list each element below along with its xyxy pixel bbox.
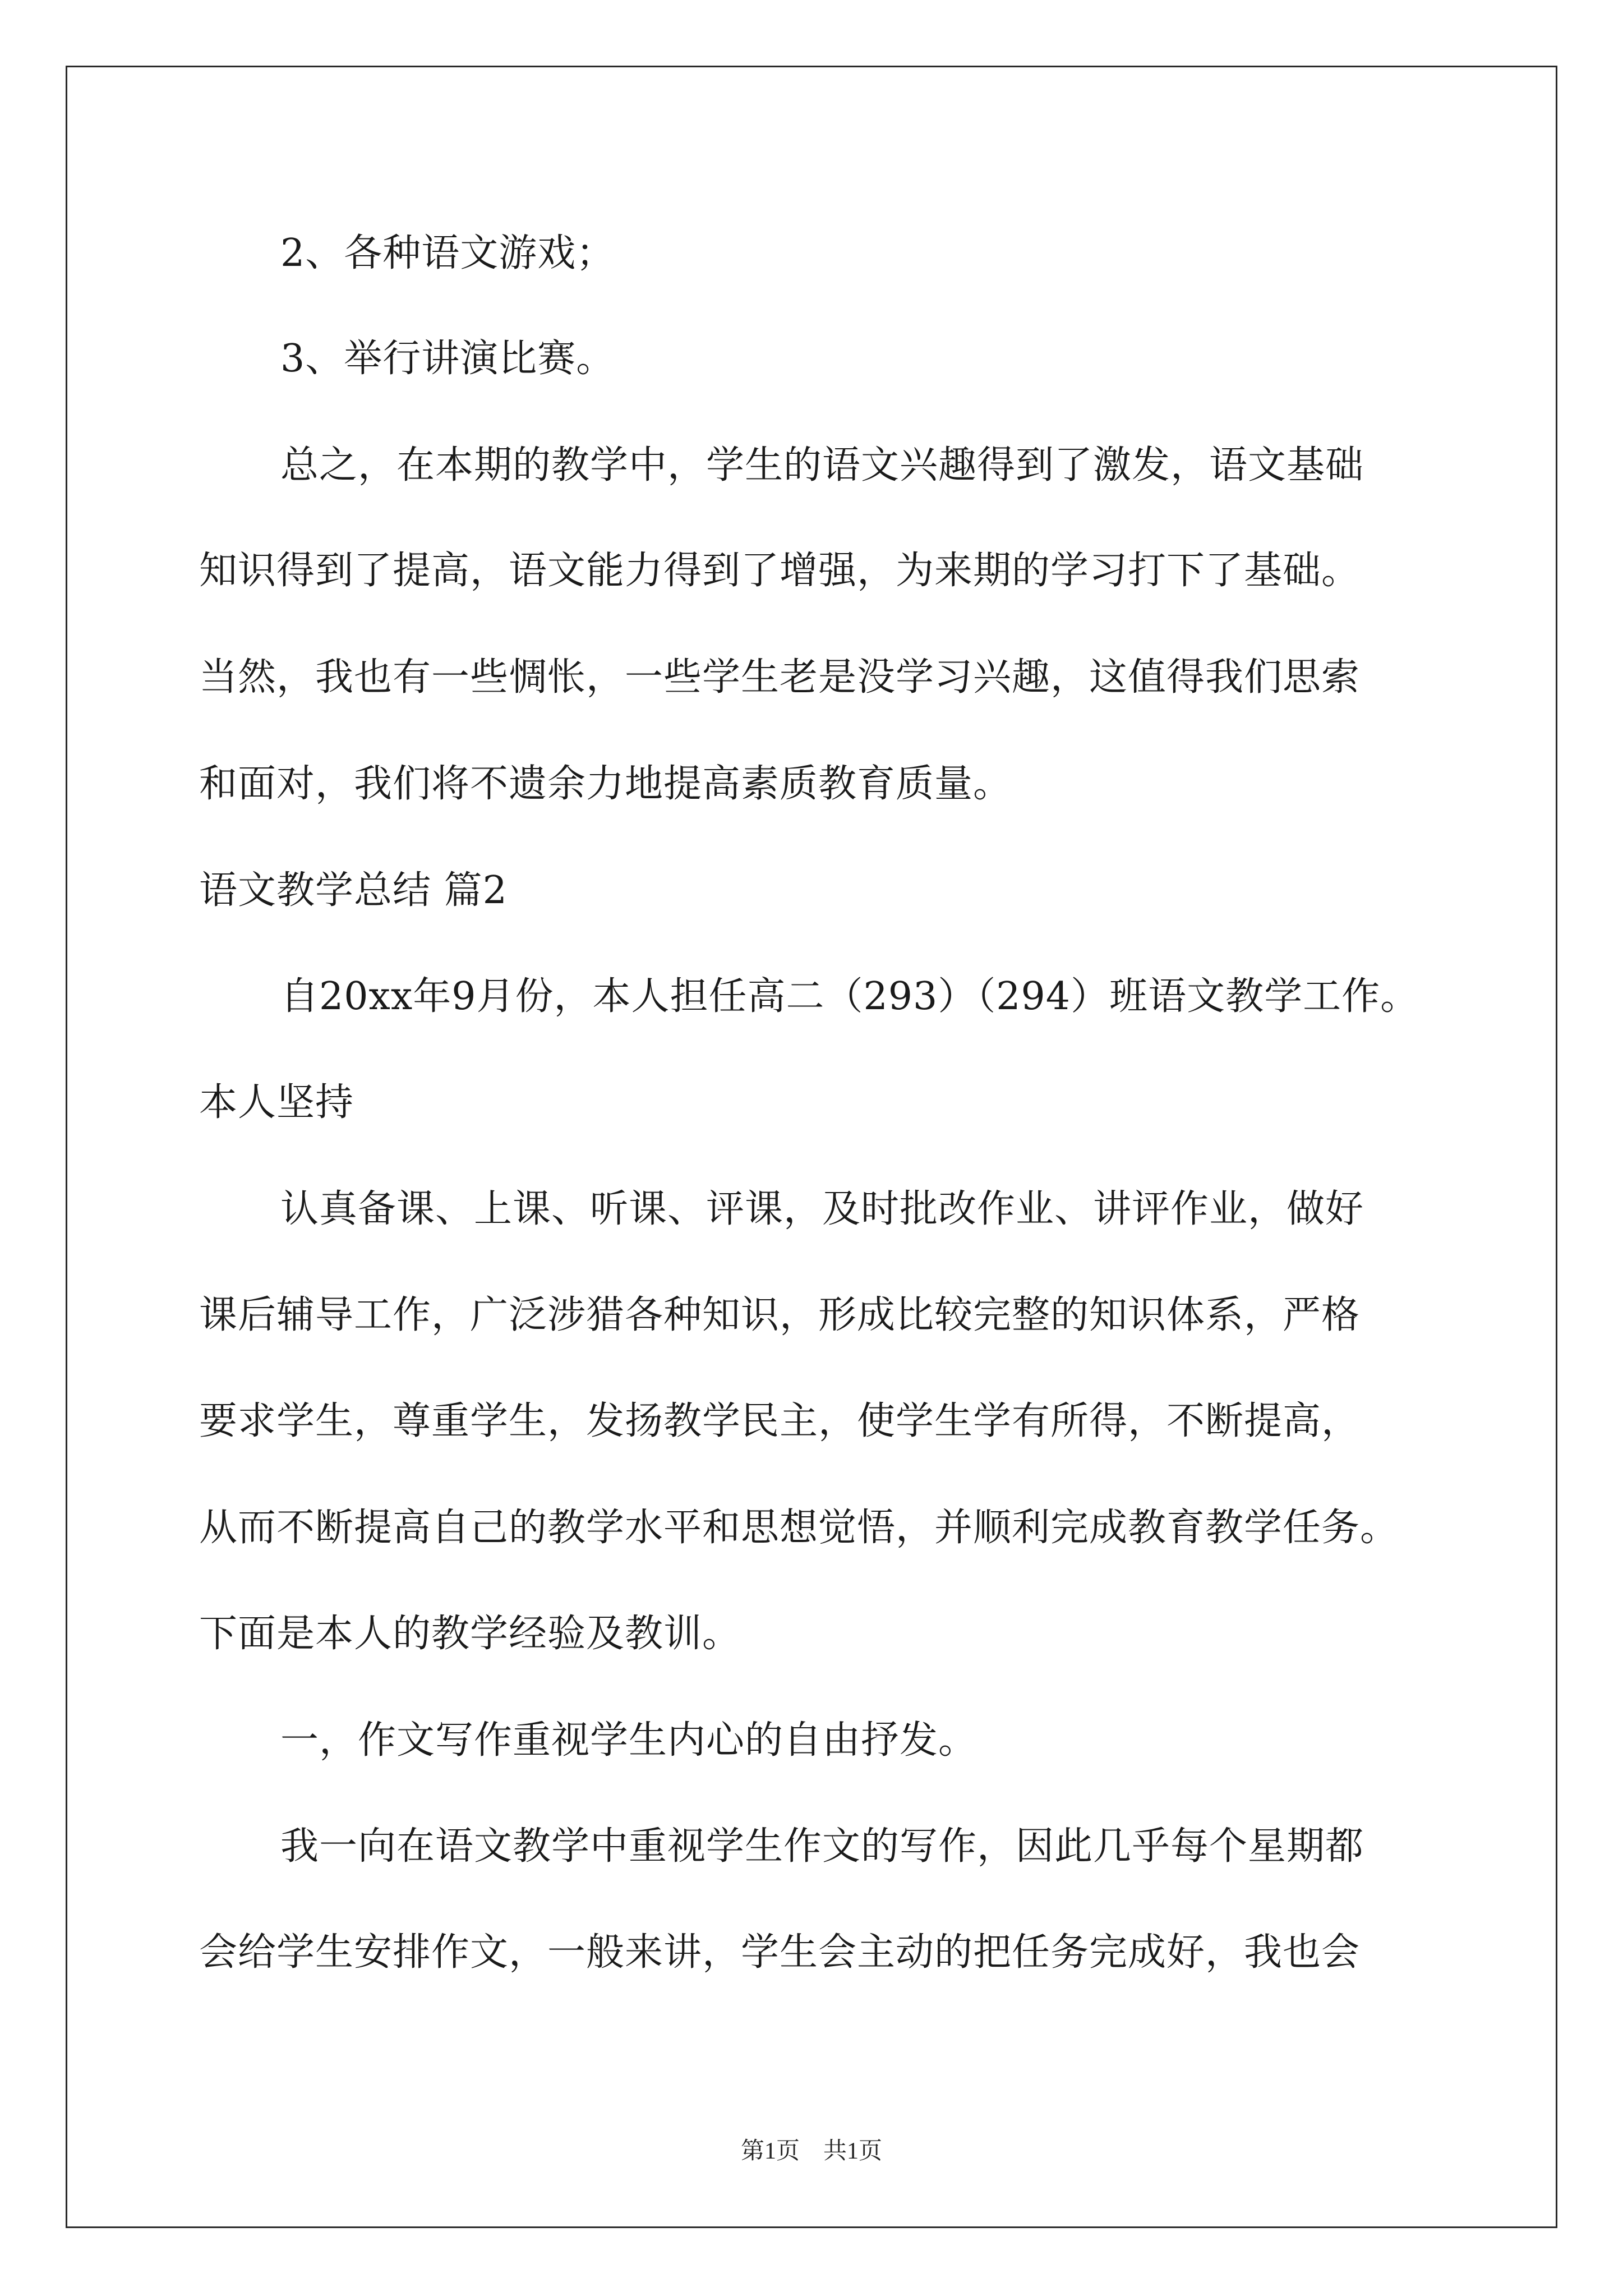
list-item: 一，作文写作重视学生内心的自由抒发。 xyxy=(280,1718,978,1763)
list-item: 3、举行讲演比赛。 xyxy=(280,337,615,381)
paragraph-line: 要求学生，尊重学生，发扬教学民主，使学生学有所得，不断提高， xyxy=(199,1399,1361,1443)
paragraph-line: 会给学生安排作文，一般来讲，学生会主动的把任务完成好，我也会 xyxy=(199,1930,1361,1975)
paragraph-line: 课后辅导工作，广泛涉猎各种知识，形成比较完整的知识体系，严格 xyxy=(199,1293,1361,1337)
paragraph-line: 下面是本人的教学经验及教训。 xyxy=(199,1612,741,1656)
section-heading: 语文教学总结 篇2 xyxy=(199,868,508,913)
page-footer: 第1页 共1页 xyxy=(740,2138,882,2164)
paragraph-line: 当然，我也有一些惆怅，一些学生老是没学习兴趣，这值得我们思索 xyxy=(199,655,1361,700)
paragraph-line: 本人坚持 xyxy=(199,1080,354,1125)
list-item: 2、各种语文游戏； xyxy=(280,231,615,275)
paragraph-line: 认真备课、上课、听课、评课，及时批改作业、讲评作业，做好 xyxy=(280,1187,1364,1231)
paragraph-line: 自20xx年9月份，本人担任高二（293）（294）班语文教学工作。 xyxy=(280,974,1419,1019)
paragraph-line: 我一向在语文教学中重视学生作文的写作，因此几乎每个星期都 xyxy=(280,1824,1364,1869)
page-border xyxy=(66,66,1557,2228)
paragraph-line: 和面对，我们将不遗余力地提高素质教育质量。 xyxy=(199,762,1012,806)
paragraph-line: 从而不断提高自己的教学水平和思想觉悟，并顺利完成教育教学任务。 xyxy=(199,1506,1399,1550)
paragraph-line: 总之，在本期的教学中，学生的语文兴趣得到了激发，语文基础 xyxy=(280,443,1364,487)
paragraph-line: 知识得到了提高，语文能力得到了增强，为来期的学习打下了基础。 xyxy=(199,549,1361,593)
